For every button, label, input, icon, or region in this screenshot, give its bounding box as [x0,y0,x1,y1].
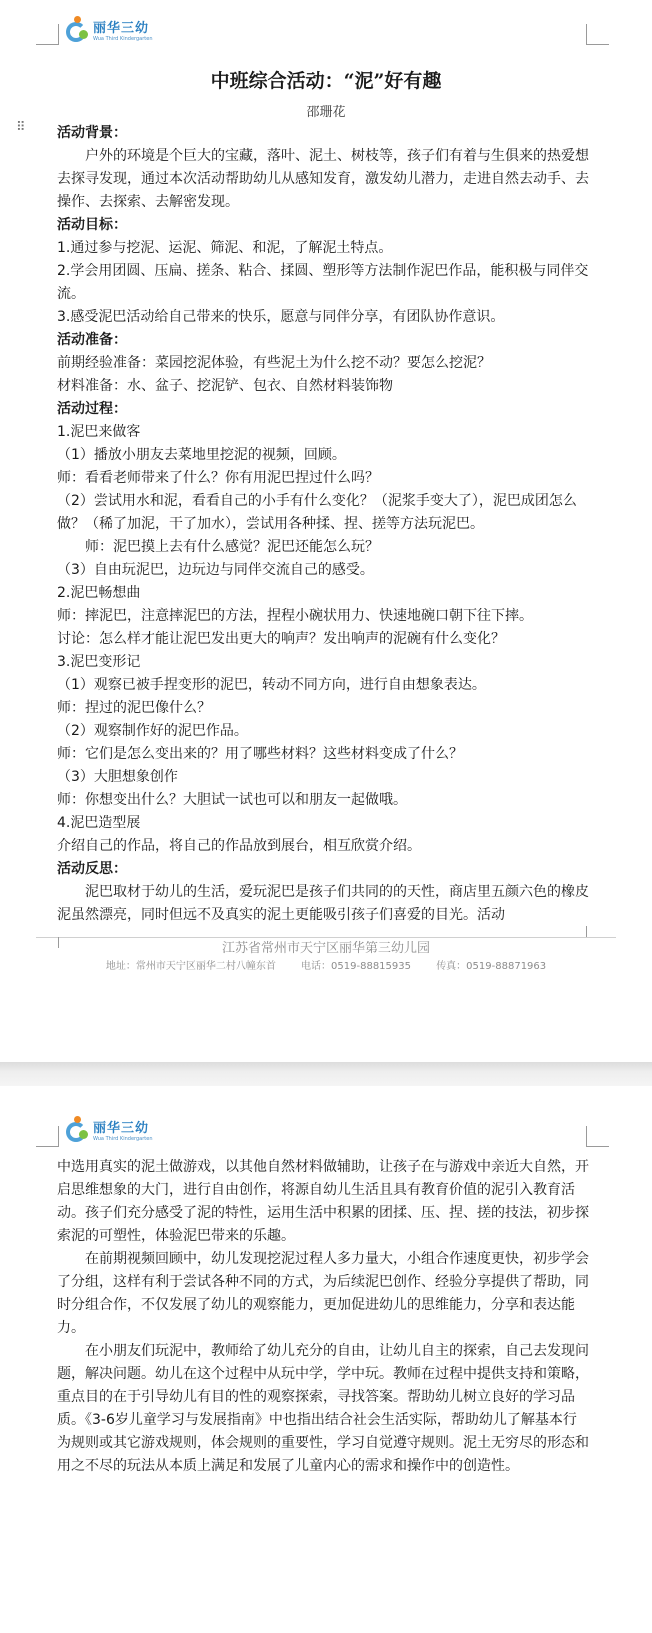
page-2-body [57,1156,589,1478]
footer-address: 地址：常州市天宁区丽华二村八幢东首 [105,961,276,972]
body-line: 师：看看老师带来了什么？你有用泥巴捏过什么吗？ [57,470,379,486]
section-heading: 活动目标： [57,217,127,233]
crop-mark [36,1126,59,1147]
footer-school-name: 江苏省常州市天宁区丽华第三幼儿园 [221,941,430,956]
body-paragraph: 中选用真实的泥土做游戏，以其他自然材料做辅助，让孩子在与游戏中亲近大自然，开启思维想象的大门，进行自由创作，将源自幼儿生活且具有教育价值的泥引入教育活动。孩子们充分感受了泥的特性，运用生活中积累的团揉、压、捏、搓的技法，初步探索泥的可塑性，体验泥巴带来的乐趣。 [57,1159,589,1244]
logo-english: Wua Third Kindergarten [93,36,153,42]
body-line: （2）观察制作好的泥巴作品。 [57,723,248,739]
body-line: 泥巴取材于幼儿的生活，爱玩泥巴是孩子们共同的的天性，商店里五颜六色的橡皮泥虽然漂亮，同时但远不及真实的泥土更能吸引孩子们喜爱的目光。活动 [57,884,589,923]
page-1-body [57,122,589,927]
section-heading: 活动反思： [57,861,127,877]
school-logo [64,1116,153,1146]
section-heading: 活动过程： [57,401,127,417]
body-line: 师：捏过的泥巴像什么？ [57,700,211,716]
page-gap [0,1062,652,1086]
body-paragraph: 在小朋友们玩泥中，教师给了幼儿充分的自由，让幼儿自主的探索，自己去发现问题，解决问题。幼儿在这个过程中从玩中学，学中玩。教师在过程中提供支持和策略，重点目的在于引导幼儿有目的性的观察探索，寻找答案。帮助幼儿树立良好的学习品质。《3-6岁儿童学习与发展指南》中也指出结合社会生活实际，帮助幼儿了解基本行为规则或其它游戏规则，体会规则的重要性，学习自觉遵守规则。泥土无穷尽的形态和用之不尽的玩法从本质上满足和发展了儿童内心的需求和操作中的创造性。 [57,1343,589,1474]
author-name: 邵珊花 [306,105,346,120]
crop-mark [586,1126,609,1147]
footer-fax: 传真：0519-88871963 [436,961,547,972]
footer-phone: 电话：0519-88815935 [301,961,411,972]
logo-mark-icon [64,1116,90,1146]
body-line: 师：你想变出什么？大胆试一试也可以和朋友一起做哦。 [57,792,407,808]
section-heading: 活动背景： [57,125,127,141]
document-page-2 [0,1086,652,1633]
body-line: 师：摔泥巴，注意摔泥巴的方法，捏程小碗状用力、快速地碗口朝下往下摔。 [57,608,533,624]
crop-mark [586,24,609,45]
document-title: 中班综合活动：“泥”好有趣 [210,70,442,92]
body-line: 介绍自己的作品，将自己的作品放到展台，相互欣赏介绍。 [57,838,421,854]
school-logo [64,16,153,46]
body-line: （3）大胆想象创作 [57,769,178,785]
logo-mark-icon [64,16,90,46]
body-line: 讨论：怎么样才能让泥巴发出更大的响声？发出响声的泥碗有什么变化？ [57,631,505,647]
body-line: 4.泥巴造型展 [57,815,141,831]
body-line: （2）尝试用水和泥，看看自己的小手有什么变化？（泥浆手变大了），泥巴成团怎么做？（稀了加泥，干了加水），尝试用各种揉、捏、搓等方法玩泥巴。 [57,493,577,532]
body-line: 2.泥巴畅想曲 [57,585,141,601]
body-line: 材料准备：水、盆子、挖泥铲、包衣、自然材料装饰物 [57,378,393,394]
logo-name: 丽华三幼 [93,1121,150,1136]
body-line: 3.泥巴变形记 [57,654,141,670]
logo-name: 丽华三幼 [93,21,150,36]
body-line: 前期经验准备：菜园挖泥体验，有些泥土为什么挖不动？要怎么挖泥？ [57,355,491,371]
body-line: 师：它们是怎么变出来的？用了哪些材料？这些材料变成了什么？ [57,746,463,762]
footer-contact [0,957,652,972]
crop-mark [586,926,617,937]
logo-english: Wua Third Kindergarten [93,1136,153,1142]
body-line: 3.感受泥巴活动给自己带来的快乐，愿意与同伴分享，有团队协作意识。 [57,309,505,325]
body-line: （1）观察已被手捏变形的泥巴，转动不同方向，进行自由想象表达。 [57,677,486,693]
body-line: 1.通过参与挖泥、运泥、筛泥、和泥，了解泥土特点。 [57,240,393,256]
body-line: 1.泥巴来做客 [57,424,141,440]
crop-mark [36,24,59,45]
body-line: （3）自由玩泥巴，边玩边与同伴交流自己的感受。 [57,562,374,578]
body-line: 师：泥巴摸上去有什么感觉？泥巴还能怎么玩？ [85,539,379,555]
body-line: （1）播放小朋友去菜地里挖泥的视频，回顾。 [57,447,346,463]
drag-handle-icon[interactable]: ⠿ [16,120,27,135]
body-paragraph: 在前期视频回顾中，幼儿发现挖泥过程人多力量大，小组合作速度更快，初步学会了分组，这样有利于尝试各种不同的方式，为后续泥巴创作、经验分享提供了帮助，同时分组合作，不仅发展了幼儿的观察能力，更加促进幼儿的思维能力，分享和表达能力。 [57,1251,589,1336]
section-heading: 活动准备： [57,332,127,348]
body-line: 户外的环境是个巨大的宝藏，落叶、泥土、树枝等，孩子们有着与生俱来的热爱想去探寻发现，通过本次活动帮助幼儿从感知发育，激发幼儿潜力，走进自然去动手、去操作、去探索、去解密发现。 [57,148,589,210]
body-line: 2.学会用团圆、压扁、搓条、粘合、揉圆、塑形等方法制作泥巴作品，能积极与同伴交流。 [57,263,589,302]
